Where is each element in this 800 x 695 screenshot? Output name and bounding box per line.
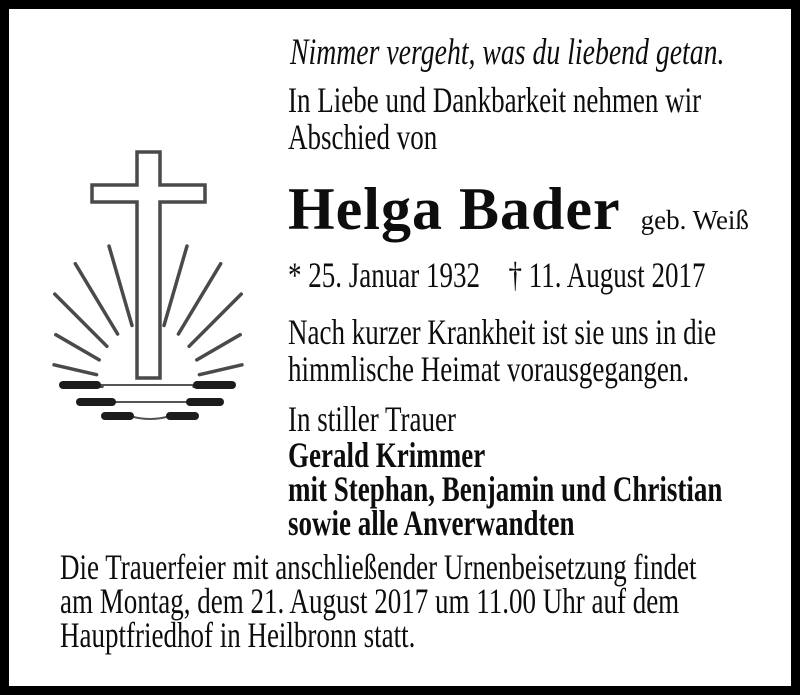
funeral-notice-line: Die Trauerfeier mit anschließender Urnenbeisetzung findet (60, 547, 697, 587)
body-text (288, 314, 716, 388)
deceased-name: Helga Bader (288, 176, 621, 242)
maiden-name: geb. Weiß (640, 205, 749, 235)
cross-icon (92, 152, 205, 378)
body-line: Nach kurzer Krankheit ist sie uns in die (288, 312, 717, 352)
funeral-notice-line: Hauptfriedhof in Heilbronn statt. (60, 615, 416, 655)
name-line (288, 177, 749, 257)
epigraph: Nimmer vergeht, was du liebend getan. (290, 32, 725, 73)
death-date: † 11. August 2017 (508, 255, 706, 295)
mourning-phrase: In stiller Trauer (288, 399, 456, 439)
mourner-line: sowie alle Anverwandten (288, 503, 575, 543)
intro-line: In Liebe und Dankbarkeit nehmen wir (288, 80, 702, 120)
life-dates (288, 257, 705, 293)
birth-date: * 25. Januar 1932 (288, 255, 480, 295)
mourner-line: mit Stephan, Benjamin und Christian (288, 469, 723, 509)
mourners-list (288, 435, 723, 543)
intro-line: Abschied von (288, 117, 438, 157)
cross-rays-water-emblem-icon (48, 138, 248, 423)
funeral-notice (60, 547, 697, 655)
water-lines-icon (63, 385, 232, 419)
body-line: himmlische Heimat vorausgegangen. (288, 349, 690, 389)
mourner-line: Gerald Krimmer (288, 435, 486, 475)
funeral-notice-line: am Montag, dem 21. August 2017 um 11.00 Uhr auf dem (60, 581, 680, 621)
intro-text (288, 82, 701, 156)
